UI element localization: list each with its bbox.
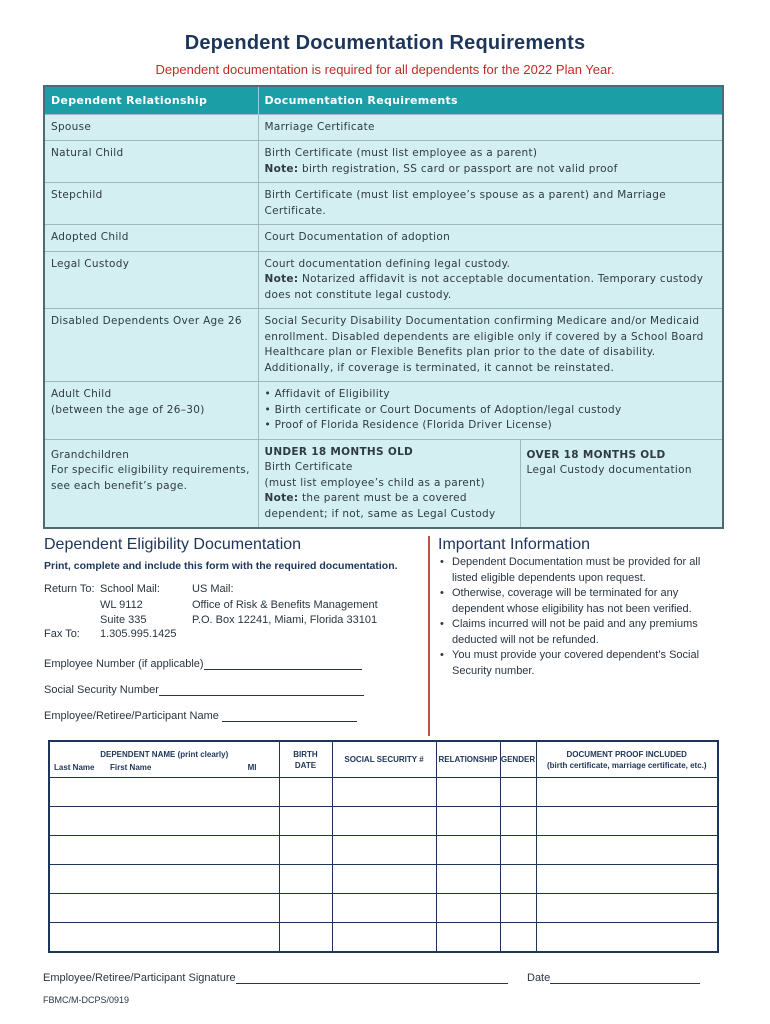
us-mail-line1: Office of Risk & Benefits Management [192, 598, 378, 611]
cell-ssn[interactable] [332, 865, 436, 894]
cell-gender[interactable] [500, 778, 536, 807]
header-document-proof [536, 741, 718, 778]
doc-natural-child [258, 141, 723, 183]
rel-adult-child-line1: Adult Child [51, 388, 112, 400]
rel-grandchildren [44, 439, 258, 528]
cell-proof[interactable] [536, 894, 718, 923]
list-item: • Otherwise, coverage will be terminated for any dependent whose eligibility has not been verified. [438, 586, 728, 617]
us-mail-line2: P.O. Box 12241, Miami, Florida 33101 [192, 614, 378, 626]
grandchildren-over-18 [521, 440, 723, 528]
row-adult-child [44, 382, 723, 440]
under-18-title: UNDER 18 MONTHS OLD [264, 445, 414, 458]
employee-number-field[interactable] [44, 658, 414, 670]
header-requirements: Documentation Requirements [258, 86, 723, 114]
cell-name[interactable] [49, 865, 279, 894]
cell-birth-date[interactable] [279, 778, 332, 807]
important-info-section [438, 536, 728, 679]
birth-header-line1: BIRTH [293, 749, 318, 759]
dependent-name-header: DEPENDENT NAME (print clearly) [100, 750, 229, 759]
return-address [44, 582, 414, 628]
ssn-label: Social Security Number [44, 683, 159, 696]
cell-relationship[interactable] [436, 807, 500, 836]
eligibility-instruction: Print, complete and include this form with the required documentation. [44, 560, 398, 572]
important-list [438, 555, 728, 679]
cell-relationship[interactable] [436, 865, 500, 894]
employee-name-blank[interactable] [222, 712, 357, 722]
fax-number: 1.305.995.1425 [100, 627, 177, 640]
cell-gender[interactable] [500, 865, 536, 894]
school-mail-line1: WL 9112 [100, 598, 143, 611]
signature-field[interactable] [43, 972, 508, 984]
grandchildren-under-18 [259, 440, 521, 528]
note-text: Notarized affidavit is not acceptable documentation. Temporary custody does not constitute legal custody. [264, 273, 704, 301]
rel-adult-child-line2: (between the age of 26–30) [51, 403, 205, 416]
over-18-line1: Legal Custody documentation [526, 464, 692, 476]
under-18-line2: (must list employee’s child as a parent) [264, 476, 485, 489]
fax-label: Fax To: [44, 627, 80, 640]
cell-ssn[interactable] [332, 836, 436, 865]
cell-birth-date[interactable] [279, 807, 332, 836]
cell-name[interactable] [49, 894, 279, 923]
list-item: • Affidavit of Eligibility [265, 387, 717, 403]
cell-birth-date[interactable] [279, 894, 332, 923]
us-mail-label: US Mail: [192, 583, 234, 595]
header-birth-date [279, 741, 332, 778]
cell-ssn[interactable] [332, 923, 436, 952]
row-adopted-child [44, 225, 723, 252]
note-label: Note: [264, 273, 299, 285]
proof-header-line1: DOCUMENT PROOF INCLUDED [566, 749, 687, 759]
date-label: Date [527, 972, 551, 984]
requirements-table [43, 85, 724, 529]
cell-gender[interactable] [500, 923, 536, 952]
doc-adult-child [258, 382, 723, 440]
list-item: • Birth certificate or Court Documents of Adoption/legal custody [265, 403, 717, 419]
doc-adopted-child: Court Documentation of adoption [258, 225, 723, 252]
over-18-title: OVER 18 MONTHS OLD [526, 448, 666, 461]
school-mail-label: School Mail: [100, 583, 160, 595]
page-subtitle: Dependent documentation is required for all dependents for the 2022 Plan Year. [155, 62, 615, 77]
cell-ssn[interactable] [332, 778, 436, 807]
list-item: • You must provide your covered dependent’s Social Security number. [438, 648, 728, 679]
cell-birth-date[interactable] [279, 923, 332, 952]
cell-name[interactable] [49, 923, 279, 952]
row-stepchild [44, 183, 723, 225]
section-divider [428, 536, 430, 736]
doc-legal-custody-note [265, 272, 717, 303]
mi-header: MI [247, 763, 257, 772]
note-label: Note: [264, 162, 299, 175]
date-field[interactable] [527, 972, 700, 984]
header-ssn: SOCIAL SECURITY # [332, 741, 436, 778]
table-row [49, 923, 718, 952]
doc-legal-custody-text: Court documentation defining legal custody. [264, 257, 511, 270]
dependents-table [48, 740, 719, 953]
cell-relationship[interactable] [436, 778, 500, 807]
rel-adopted-child: Adopted Child [44, 225, 258, 252]
return-label: Return To: [44, 583, 95, 595]
doc-spouse: Marriage Certificate [258, 114, 723, 141]
form-code: FBMC/M-DCPS/0919 [43, 995, 130, 1005]
adult-child-list [265, 387, 717, 434]
doc-legal-custody [258, 251, 723, 309]
note-label: Note: [264, 492, 299, 504]
cell-gender[interactable] [500, 807, 536, 836]
first-name-header: First Name [110, 763, 152, 772]
cell-proof[interactable] [536, 778, 718, 807]
employee-number-label: Employee Number (if applicable) [44, 657, 204, 670]
header-dependent-name [49, 741, 279, 778]
employee-name-field[interactable] [44, 710, 414, 722]
school-mail-line2: Suite 335 [100, 614, 147, 626]
fax-info [44, 628, 414, 640]
cell-gender[interactable] [500, 894, 536, 923]
doc-grandchildren [258, 439, 723, 528]
cell-gender[interactable] [500, 836, 536, 865]
cell-relationship[interactable] [436, 836, 500, 865]
row-natural-child [44, 141, 723, 183]
note-text: birth registration, SS card or passport are not valid proof [298, 162, 618, 175]
header-relationship: Dependent Relationship [44, 86, 258, 114]
header-gender: GENDER [500, 741, 536, 778]
list-item: • Proof of Florida Residence (Florida Driver License) [265, 418, 717, 434]
rel-disabled-dependents: Disabled Dependents Over Age 26 [44, 309, 258, 382]
table-row [49, 778, 718, 807]
cell-ssn[interactable] [332, 807, 436, 836]
table-row [49, 865, 718, 894]
cell-ssn[interactable] [332, 894, 436, 923]
rel-stepchild: Stepchild [44, 183, 258, 225]
proof-header-line2: (birth certificate, marriage certificate, etc.) [546, 760, 707, 770]
doc-natural-child-note [265, 162, 717, 178]
list-item: • Claims incurred will not be paid and any premiums deducted will not be refunded. [438, 617, 728, 648]
under-18-note [265, 491, 514, 522]
employee-number-blank[interactable] [204, 660, 362, 670]
under-18-line1: Birth Certificate [264, 461, 353, 473]
rel-adult-child [44, 382, 258, 440]
requirements-header-row [44, 86, 723, 114]
last-name-header: Last Name [54, 763, 95, 772]
signature-label: Employee/Retiree/Participant Signature [43, 972, 236, 984]
birth-header-line2: DATE [294, 760, 317, 770]
row-legal-custody [44, 251, 723, 309]
ssn-field[interactable] [44, 684, 414, 696]
signature-blank[interactable] [236, 974, 508, 984]
rel-grandchildren-line2: For specific eligibility requirements, see each benefit’s page. [51, 464, 250, 492]
doc-stepchild: Birth Certificate (must list employee’s spouse as a parent) and Marriage Certificate. [258, 183, 723, 225]
dependents-header-row [49, 741, 718, 778]
cell-birth-date[interactable] [279, 836, 332, 865]
cell-proof[interactable] [536, 923, 718, 952]
header-relationship: RELATIONSHIP [436, 741, 500, 778]
cell-name[interactable] [49, 778, 279, 807]
page-title: Dependent Documentation Requirements [184, 32, 586, 54]
cell-birth-date[interactable] [279, 865, 332, 894]
row-grandchildren [44, 439, 723, 528]
list-item: • Dependent Documentation must be provided for all listed eligible dependents upon request. [438, 555, 728, 586]
rel-spouse: Spouse [44, 114, 258, 141]
employee-name-label: Employee/Retiree/Participant Name [44, 709, 219, 722]
rel-natural-child: Natural Child [44, 141, 258, 183]
doc-natural-child-text: Birth Certificate (must list employee as a parent) [264, 147, 538, 159]
rel-grandchildren-line1: Grandchildren [51, 448, 130, 461]
note-text: the parent must be a covered dependent; if not, same as Legal Custody [264, 492, 496, 520]
cell-relationship[interactable] [436, 894, 500, 923]
eligibility-section [44, 536, 414, 722]
rel-legal-custody: Legal Custody [44, 251, 258, 309]
cell-name[interactable] [49, 836, 279, 865]
doc-disabled-dependents: Social Security Disability Documentation confirming Medicare and/or Medicaid enrollment. Disabled dependents are eligible only if covered by a School Board Healthcare plan or Flexible Benefits plan prior to the date of disability. Additionally, if coverage is terminated, it cannot be reinstated. [258, 309, 723, 382]
row-spouse [44, 114, 723, 141]
table-row [49, 894, 718, 923]
table-row [49, 836, 718, 865]
cell-name[interactable] [49, 807, 279, 836]
cell-relationship[interactable] [436, 923, 500, 952]
ssn-blank[interactable] [159, 686, 364, 696]
table-row [49, 807, 718, 836]
important-title: Important Information [438, 536, 591, 553]
date-blank[interactable] [550, 974, 700, 984]
cell-proof[interactable] [536, 865, 718, 894]
row-disabled-dependents [44, 309, 723, 382]
eligibility-title: Dependent Eligibility Documentation [44, 536, 302, 553]
cell-proof[interactable] [536, 807, 718, 836]
cell-proof[interactable] [536, 836, 718, 865]
